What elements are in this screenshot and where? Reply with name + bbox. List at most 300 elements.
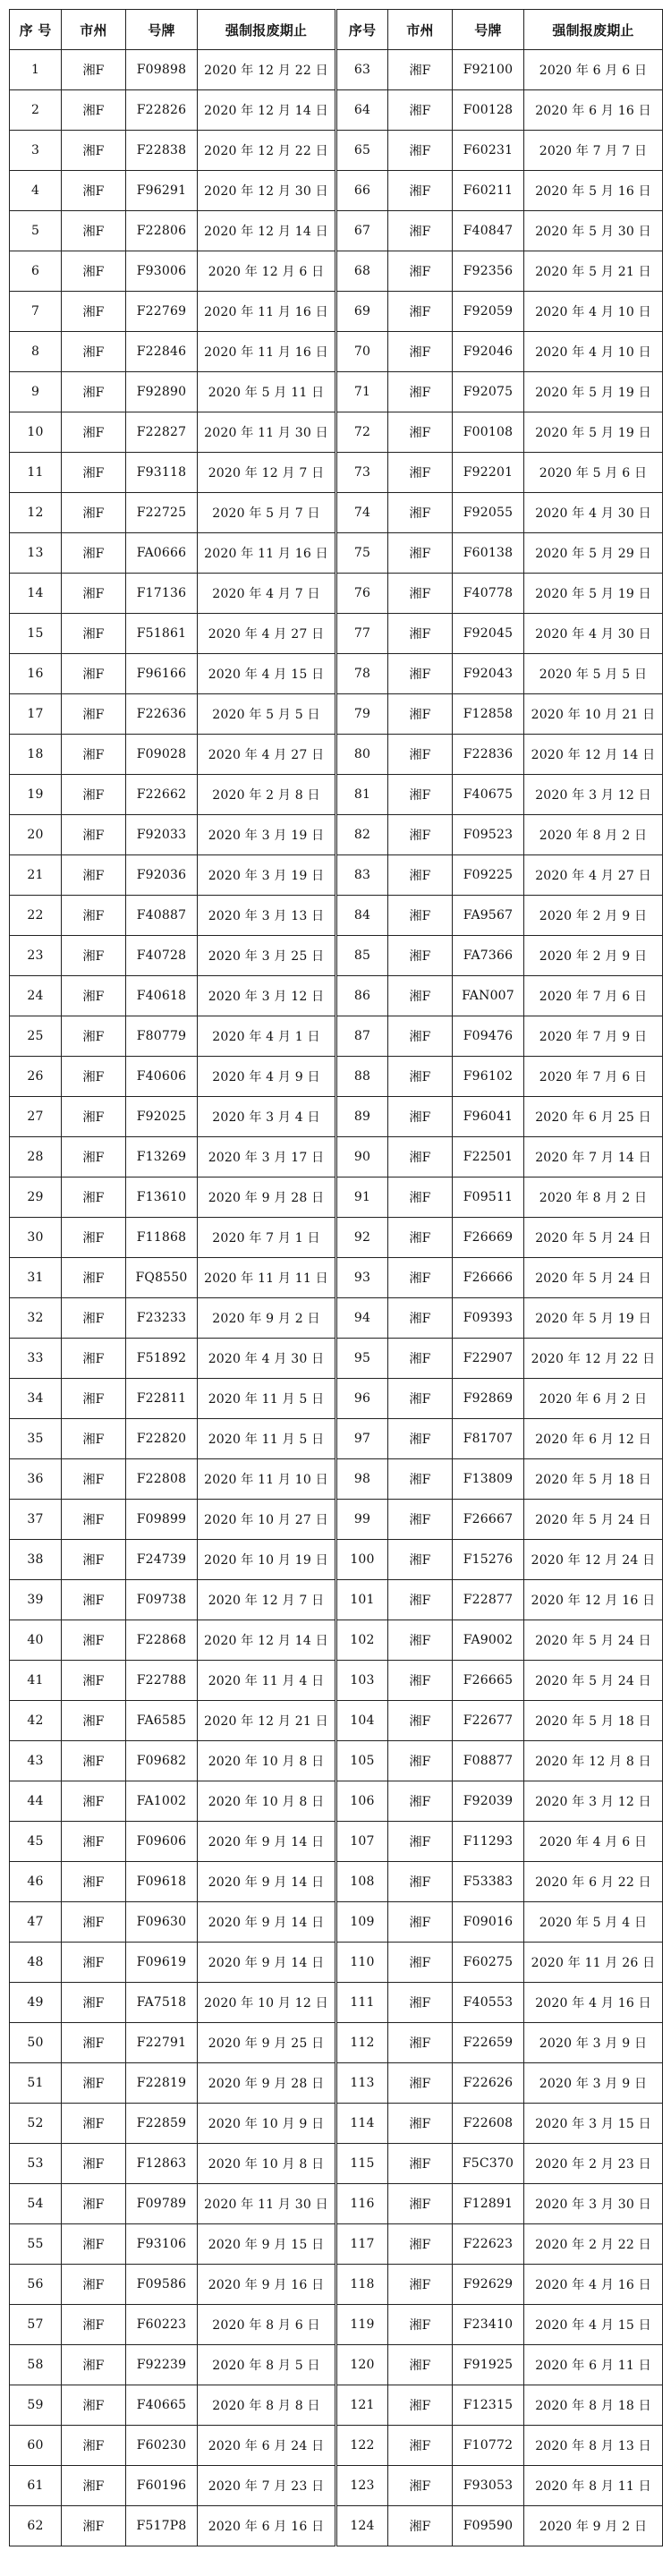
cell-deadline-right: 2020 年 3 月 9 日 xyxy=(524,2063,663,2104)
table-row xyxy=(10,493,663,533)
header-plate-right: 号牌 xyxy=(453,10,524,50)
cell-seq-left: 4 xyxy=(10,171,62,211)
cell-plate-right: F92869 xyxy=(453,1379,524,1419)
cell-deadline-right: 2020 年 4 月 6 日 xyxy=(524,1822,663,1862)
cell-seq-right: 103 xyxy=(336,1661,388,1701)
cell-seq-left: 21 xyxy=(10,855,62,896)
cell-seq-right: 116 xyxy=(336,2184,388,2224)
cell-city-right: 湘F xyxy=(388,1983,453,2023)
cell-deadline-left: 2020 年 11 月 30 日 xyxy=(198,412,336,453)
cell-city-right: 湘F xyxy=(388,2023,453,2063)
cell-city-right: 湘F xyxy=(388,372,453,412)
cell-city-right: 湘F xyxy=(388,1379,453,1419)
table-row xyxy=(10,1741,663,1781)
cell-city-left: 湘F xyxy=(62,1298,126,1339)
cell-seq-left: 52 xyxy=(10,2104,62,2144)
cell-deadline-left: 2020 年 12 月 22 日 xyxy=(198,50,336,90)
cell-seq-right: 81 xyxy=(336,775,388,815)
cell-seq-left: 17 xyxy=(10,694,62,735)
cell-deadline-left: 2020 年 4 月 15 日 xyxy=(198,654,336,694)
cell-seq-left: 8 xyxy=(10,332,62,372)
cell-seq-right: 106 xyxy=(336,1781,388,1822)
cell-seq-right: 117 xyxy=(336,2224,388,2265)
cell-deadline-left: 2020 年 4 月 30 日 xyxy=(198,1339,336,1379)
cell-seq-right: 123 xyxy=(336,2466,388,2506)
cell-plate-left: F09630 xyxy=(126,1902,198,1943)
cell-seq-left: 41 xyxy=(10,1661,62,1701)
cell-plate-right: F00108 xyxy=(453,412,524,453)
cell-city-right: 湘F xyxy=(388,533,453,574)
table-row xyxy=(10,775,663,815)
table-row xyxy=(10,1701,663,1741)
cell-seq-right: 122 xyxy=(336,2426,388,2466)
cell-seq-right: 118 xyxy=(336,2265,388,2305)
cell-seq-right: 64 xyxy=(336,90,388,131)
cell-city-right: 湘F xyxy=(388,654,453,694)
cell-deadline-right: 2020 年 7 月 7 日 xyxy=(524,131,663,171)
cell-city-left: 湘F xyxy=(62,1580,126,1620)
cell-seq-right: 74 xyxy=(336,493,388,533)
cell-city-right: 湘F xyxy=(388,2385,453,2426)
cell-seq-left: 50 xyxy=(10,2023,62,2063)
cell-deadline-right: 2020 年 3 月 9 日 xyxy=(524,2023,663,2063)
header-plate-left: 号牌 xyxy=(126,10,198,50)
cell-city-left: 湘F xyxy=(62,412,126,453)
cell-deadline-right: 2020 年 12 月 14 日 xyxy=(524,735,663,775)
cell-plate-right: F22501 xyxy=(453,1137,524,1177)
cell-city-right: 湘F xyxy=(388,493,453,533)
cell-city-right: 湘F xyxy=(388,292,453,332)
cell-deadline-right: 2020 年 12 月 8 日 xyxy=(524,1741,663,1781)
cell-seq-right: 92 xyxy=(336,1218,388,1258)
table-row xyxy=(10,654,663,694)
cell-deadline-left: 2020 年 11 月 16 日 xyxy=(198,292,336,332)
cell-city-left: 湘F xyxy=(62,2184,126,2224)
cell-seq-right: 79 xyxy=(336,694,388,735)
cell-plate-right: F26665 xyxy=(453,1661,524,1701)
cell-seq-left: 24 xyxy=(10,976,62,1016)
cell-deadline-right: 2020 年 6 月 22 日 xyxy=(524,1862,663,1902)
cell-plate-left: F92025 xyxy=(126,1097,198,1137)
table-row xyxy=(10,131,663,171)
cell-seq-right: 82 xyxy=(336,815,388,855)
cell-city-left: 湘F xyxy=(62,493,126,533)
cell-seq-right: 100 xyxy=(336,1540,388,1580)
cell-seq-left: 12 xyxy=(10,493,62,533)
cell-plate-right: F40778 xyxy=(453,574,524,614)
cell-deadline-left: 2020 年 4 月 1 日 xyxy=(198,1016,336,1057)
cell-city-right: 湘F xyxy=(388,976,453,1016)
cell-plate-right: F91925 xyxy=(453,2345,524,2385)
cell-city-right: 湘F xyxy=(388,1943,453,1983)
cell-seq-right: 114 xyxy=(336,2104,388,2144)
cell-plate-left: F93118 xyxy=(126,453,198,493)
cell-seq-left: 42 xyxy=(10,1701,62,1741)
cell-deadline-left: 2020 年 7 月 1 日 xyxy=(198,1218,336,1258)
cell-plate-left: F09899 xyxy=(126,1500,198,1540)
cell-city-right: 湘F xyxy=(388,2104,453,2144)
cell-city-left: 湘F xyxy=(62,2144,126,2184)
cell-city-left: 湘F xyxy=(62,50,126,90)
cell-plate-left: F22769 xyxy=(126,292,198,332)
header-seq-right: 序号 xyxy=(336,10,388,50)
cell-plate-left: F60230 xyxy=(126,2426,198,2466)
cell-city-right: 湘F xyxy=(388,614,453,654)
cell-deadline-right: 2020 年 5 月 24 日 xyxy=(524,1620,663,1661)
cell-seq-left: 46 xyxy=(10,1862,62,1902)
cell-city-right: 湘F xyxy=(388,855,453,896)
cell-plate-left: F22788 xyxy=(126,1661,198,1701)
cell-plate-right: F92356 xyxy=(453,251,524,292)
cell-city-left: 湘F xyxy=(62,1339,126,1379)
cell-plate-left: FA0666 xyxy=(126,533,198,574)
cell-deadline-right: 2020 年 5 月 18 日 xyxy=(524,1459,663,1500)
table-row xyxy=(10,896,663,936)
table-row xyxy=(10,1540,663,1580)
cell-plate-left: F09028 xyxy=(126,735,198,775)
cell-seq-left: 31 xyxy=(10,1258,62,1298)
cell-plate-left: F22806 xyxy=(126,211,198,251)
cell-plate-left: F22791 xyxy=(126,2023,198,2063)
table-row xyxy=(10,855,663,896)
cell-deadline-right: 2020 年 8 月 13 日 xyxy=(524,2426,663,2466)
cell-seq-right: 86 xyxy=(336,976,388,1016)
cell-plate-left: F12863 xyxy=(126,2144,198,2184)
cell-plate-left: F51861 xyxy=(126,614,198,654)
cell-plate-left: F22636 xyxy=(126,694,198,735)
cell-deadline-right: 2020 年 5 月 24 日 xyxy=(524,1661,663,1701)
table-row xyxy=(10,1580,663,1620)
cell-city-right: 湘F xyxy=(388,251,453,292)
cell-seq-right: 67 xyxy=(336,211,388,251)
cell-deadline-right: 2020 年 3 月 15 日 xyxy=(524,2104,663,2144)
cell-city-left: 湘F xyxy=(62,1540,126,1580)
cell-plate-left: F22808 xyxy=(126,1459,198,1500)
cell-seq-left: 2 xyxy=(10,90,62,131)
cell-deadline-right: 2020 年 5 月 6 日 xyxy=(524,453,663,493)
cell-seq-right: 104 xyxy=(336,1701,388,1741)
cell-plate-left: FA7518 xyxy=(126,1983,198,2023)
cell-city-right: 湘F xyxy=(388,1902,453,1943)
cell-seq-left: 19 xyxy=(10,775,62,815)
cell-deadline-right: 2020 年 5 月 19 日 xyxy=(524,574,663,614)
cell-deadline-left: 2020 年 9 月 14 日 xyxy=(198,1862,336,1902)
table-row xyxy=(10,1298,663,1339)
cell-deadline-left: 2020 年 12 月 6 日 xyxy=(198,251,336,292)
table-row xyxy=(10,171,663,211)
table-row xyxy=(10,735,663,775)
cell-deadline-left: 2020 年 9 月 28 日 xyxy=(198,1177,336,1218)
cell-city-right: 湘F xyxy=(388,1540,453,1580)
cell-city-left: 湘F xyxy=(62,1379,126,1419)
cell-city-left: 湘F xyxy=(62,1620,126,1661)
cell-plate-right: F92045 xyxy=(453,614,524,654)
cell-city-right: 湘F xyxy=(388,936,453,976)
cell-city-right: 湘F xyxy=(388,1177,453,1218)
cell-deadline-left: 2020 年 5 月 7 日 xyxy=(198,493,336,533)
cell-deadline-left: 2020 年 6 月 16 日 xyxy=(198,2506,336,2546)
cell-city-left: 湘F xyxy=(62,855,126,896)
table-row xyxy=(10,574,663,614)
cell-deadline-left: 2020 年 10 月 27 日 xyxy=(198,1500,336,1540)
cell-seq-left: 14 xyxy=(10,574,62,614)
cell-city-right: 湘F xyxy=(388,2466,453,2506)
cell-city-right: 湘F xyxy=(388,1500,453,1540)
cell-seq-right: 119 xyxy=(336,2305,388,2345)
cell-deadline-left: 2020 年 9 月 15 日 xyxy=(198,2224,336,2265)
cell-city-left: 湘F xyxy=(62,1741,126,1781)
cell-plate-right: F92046 xyxy=(453,332,524,372)
cell-plate-right: F09225 xyxy=(453,855,524,896)
table-row xyxy=(10,1419,663,1459)
cell-city-right: 湘F xyxy=(388,2506,453,2546)
cell-plate-right: F5C370 xyxy=(453,2144,524,2184)
cell-plate-right: F09393 xyxy=(453,1298,524,1339)
cell-seq-right: 72 xyxy=(336,412,388,453)
cell-plate-left: F22827 xyxy=(126,412,198,453)
cell-seq-left: 20 xyxy=(10,815,62,855)
cell-city-right: 湘F xyxy=(388,2063,453,2104)
cell-deadline-left: 2020 年 12 月 30 日 xyxy=(198,171,336,211)
cell-seq-right: 93 xyxy=(336,1258,388,1298)
cell-plate-right: F26667 xyxy=(453,1500,524,1540)
cell-plate-left: F09618 xyxy=(126,1862,198,1902)
cell-plate-right: F96041 xyxy=(453,1097,524,1137)
cell-plate-left: F09682 xyxy=(126,1741,198,1781)
cell-deadline-left: 2020 年 3 月 12 日 xyxy=(198,976,336,1016)
cell-seq-left: 11 xyxy=(10,453,62,493)
cell-seq-left: 35 xyxy=(10,1419,62,1459)
cell-plate-left: F09738 xyxy=(126,1580,198,1620)
cell-city-left: 湘F xyxy=(62,1258,126,1298)
cell-city-right: 湘F xyxy=(388,775,453,815)
cell-plate-right: FAN007 xyxy=(453,976,524,1016)
cell-deadline-right: 2020 年 4 月 16 日 xyxy=(524,1983,663,2023)
cell-plate-right: F92039 xyxy=(453,1781,524,1822)
cell-deadline-left: 2020 年 9 月 14 日 xyxy=(198,1943,336,1983)
cell-city-left: 湘F xyxy=(62,1983,126,2023)
cell-city-left: 湘F xyxy=(62,372,126,412)
cell-deadline-left: 2020 年 10 月 8 日 xyxy=(198,2144,336,2184)
cell-deadline-right: 2020 年 5 月 19 日 xyxy=(524,1298,663,1339)
cell-deadline-right: 2020 年 12 月 16 日 xyxy=(524,1580,663,1620)
cell-seq-right: 83 xyxy=(336,855,388,896)
cell-deadline-right: 2020 年 5 月 30 日 xyxy=(524,211,663,251)
cell-deadline-right: 2020 年 4 月 30 日 xyxy=(524,614,663,654)
cell-city-left: 湘F xyxy=(62,1862,126,1902)
cell-city-right: 湘F xyxy=(388,2426,453,2466)
cell-deadline-left: 2020 年 12 月 14 日 xyxy=(198,90,336,131)
cell-city-left: 湘F xyxy=(62,2385,126,2426)
cell-city-left: 湘F xyxy=(62,1218,126,1258)
cell-deadline-right: 2020 年 3 月 12 日 xyxy=(524,775,663,815)
cell-deadline-right: 2020 年 3 月 30 日 xyxy=(524,2184,663,2224)
cell-seq-left: 56 xyxy=(10,2265,62,2305)
cell-city-right: 湘F xyxy=(388,211,453,251)
cell-seq-right: 124 xyxy=(336,2506,388,2546)
cell-plate-right: F60275 xyxy=(453,1943,524,1983)
cell-deadline-left: 2020 年 9 月 14 日 xyxy=(198,1902,336,1943)
cell-city-right: 湘F xyxy=(388,412,453,453)
cell-plate-right: F09511 xyxy=(453,1177,524,1218)
cell-seq-left: 60 xyxy=(10,2426,62,2466)
cell-plate-right: F92043 xyxy=(453,654,524,694)
cell-city-right: 湘F xyxy=(388,735,453,775)
cell-deadline-right: 2020 年 3 月 12 日 xyxy=(524,1781,663,1822)
table-row xyxy=(10,2104,663,2144)
cell-deadline-right: 2020 年 8 月 2 日 xyxy=(524,1177,663,1218)
cell-city-right: 湘F xyxy=(388,896,453,936)
table-row xyxy=(10,412,663,453)
header-city-right: 市州 xyxy=(388,10,453,50)
cell-deadline-right: 2020 年 6 月 12 日 xyxy=(524,1419,663,1459)
cell-plate-right: F23410 xyxy=(453,2305,524,2345)
cell-plate-right: F92059 xyxy=(453,292,524,332)
cell-plate-right: F22836 xyxy=(453,735,524,775)
cell-seq-left: 62 xyxy=(10,2506,62,2546)
cell-deadline-left: 2020 年 11 月 5 日 xyxy=(198,1379,336,1419)
cell-seq-right: 77 xyxy=(336,614,388,654)
cell-seq-right: 85 xyxy=(336,936,388,976)
cell-plate-left: F11868 xyxy=(126,1218,198,1258)
cell-deadline-left: 2020 年 4 月 27 日 xyxy=(198,614,336,654)
cell-plate-right: F40553 xyxy=(453,1983,524,2023)
cell-deadline-left: 2020 年 9 月 28 日 xyxy=(198,2063,336,2104)
cell-plate-left: F80779 xyxy=(126,1016,198,1057)
cell-city-left: 湘F xyxy=(62,2466,126,2506)
table-row xyxy=(10,614,663,654)
table-row xyxy=(10,372,663,412)
cell-city-left: 湘F xyxy=(62,2063,126,2104)
cell-deadline-right: 2020 年 7 月 14 日 xyxy=(524,1137,663,1177)
cell-seq-left: 23 xyxy=(10,936,62,976)
cell-plate-right: F12858 xyxy=(453,694,524,735)
cell-city-right: 湘F xyxy=(388,332,453,372)
cell-deadline-left: 2020 年 10 月 19 日 xyxy=(198,1540,336,1580)
cell-seq-right: 95 xyxy=(336,1339,388,1379)
cell-seq-right: 84 xyxy=(336,896,388,936)
cell-city-right: 湘F xyxy=(388,1580,453,1620)
cell-city-left: 湘F xyxy=(62,292,126,332)
cell-seq-right: 96 xyxy=(336,1379,388,1419)
cell-seq-right: 111 xyxy=(336,1983,388,2023)
cell-seq-left: 59 xyxy=(10,2385,62,2426)
cell-plate-right: F92055 xyxy=(453,493,524,533)
cell-city-left: 湘F xyxy=(62,1097,126,1137)
cell-city-left: 湘F xyxy=(62,131,126,171)
cell-plate-left: F40606 xyxy=(126,1057,198,1097)
table-row xyxy=(10,251,663,292)
cell-deadline-left: 2020 年 3 月 25 日 xyxy=(198,936,336,976)
cell-city-left: 湘F xyxy=(62,1822,126,1862)
cell-seq-left: 53 xyxy=(10,2144,62,2184)
cell-plate-right: FA9002 xyxy=(453,1620,524,1661)
cell-plate-right: F81707 xyxy=(453,1419,524,1459)
cell-seq-right: 110 xyxy=(336,1943,388,1983)
cell-seq-right: 101 xyxy=(336,1580,388,1620)
cell-plate-right: F93053 xyxy=(453,2466,524,2506)
cell-city-left: 湘F xyxy=(62,1419,126,1459)
cell-deadline-left: 2020 年 3 月 17 日 xyxy=(198,1137,336,1177)
cell-seq-left: 28 xyxy=(10,1137,62,1177)
cell-plate-left: F22838 xyxy=(126,131,198,171)
cell-plate-right: F08877 xyxy=(453,1741,524,1781)
table-row xyxy=(10,1661,663,1701)
cell-plate-right: F96102 xyxy=(453,1057,524,1097)
table-row xyxy=(10,2023,663,2063)
cell-plate-left: F09586 xyxy=(126,2265,198,2305)
cell-city-left: 湘F xyxy=(62,815,126,855)
header-row xyxy=(10,10,663,50)
cell-plate-left: F22826 xyxy=(126,90,198,131)
cell-city-left: 湘F xyxy=(62,694,126,735)
cell-seq-right: 73 xyxy=(336,453,388,493)
cell-deadline-right: 2020 年 5 月 29 日 xyxy=(524,533,663,574)
cell-seq-right: 78 xyxy=(336,654,388,694)
cell-plate-left: FA1002 xyxy=(126,1781,198,1822)
table-row xyxy=(10,1339,663,1379)
cell-plate-left: F517P8 xyxy=(126,2506,198,2546)
cell-city-left: 湘F xyxy=(62,2345,126,2385)
cell-city-left: 湘F xyxy=(62,2104,126,2144)
table-row xyxy=(10,2385,663,2426)
cell-plate-right: F22907 xyxy=(453,1339,524,1379)
table-row xyxy=(10,1177,663,1218)
cell-plate-right: F26666 xyxy=(453,1258,524,1298)
cell-plate-left: F23233 xyxy=(126,1298,198,1339)
cell-plate-right: F22677 xyxy=(453,1701,524,1741)
cell-plate-right: F09016 xyxy=(453,1902,524,1943)
cell-deadline-right: 2020 年 4 月 16 日 xyxy=(524,2265,663,2305)
cell-city-right: 湘F xyxy=(388,1339,453,1379)
cell-deadline-right: 2020 年 2 月 23 日 xyxy=(524,2144,663,2184)
cell-city-right: 湘F xyxy=(388,1137,453,1177)
table-row xyxy=(10,1137,663,1177)
cell-city-left: 湘F xyxy=(62,332,126,372)
cell-city-left: 湘F xyxy=(62,2265,126,2305)
cell-city-right: 湘F xyxy=(388,1016,453,1057)
cell-seq-left: 61 xyxy=(10,2466,62,2506)
cell-seq-right: 68 xyxy=(336,251,388,292)
cell-plate-left: F22820 xyxy=(126,1419,198,1459)
table-row xyxy=(10,936,663,976)
cell-seq-right: 91 xyxy=(336,1177,388,1218)
cell-seq-left: 16 xyxy=(10,654,62,694)
cell-city-right: 湘F xyxy=(388,1822,453,1862)
cell-seq-right: 113 xyxy=(336,2063,388,2104)
cell-plate-left: F09606 xyxy=(126,1822,198,1862)
cell-seq-left: 30 xyxy=(10,1218,62,1258)
cell-deadline-right: 2020 年 10 月 21 日 xyxy=(524,694,663,735)
cell-seq-left: 7 xyxy=(10,292,62,332)
cell-deadline-left: 2020 年 11 月 5 日 xyxy=(198,1419,336,1459)
cell-plate-right: F53383 xyxy=(453,1862,524,1902)
cell-seq-left: 25 xyxy=(10,1016,62,1057)
cell-deadline-right: 2020 年 12 月 22 日 xyxy=(524,1339,663,1379)
cell-seq-left: 49 xyxy=(10,1983,62,2023)
cell-plate-left: F93006 xyxy=(126,251,198,292)
cell-seq-right: 71 xyxy=(336,372,388,412)
cell-seq-left: 15 xyxy=(10,614,62,654)
cell-city-right: 湘F xyxy=(388,1661,453,1701)
cell-plate-left: F60196 xyxy=(126,2466,198,2506)
cell-seq-left: 45 xyxy=(10,1822,62,1862)
cell-plate-left: F24739 xyxy=(126,1540,198,1580)
cell-plate-left: F93106 xyxy=(126,2224,198,2265)
cell-city-left: 湘F xyxy=(62,1661,126,1701)
cell-deadline-right: 2020 年 5 月 5 日 xyxy=(524,654,663,694)
cell-deadline-right: 2020 年 4 月 30 日 xyxy=(524,493,663,533)
